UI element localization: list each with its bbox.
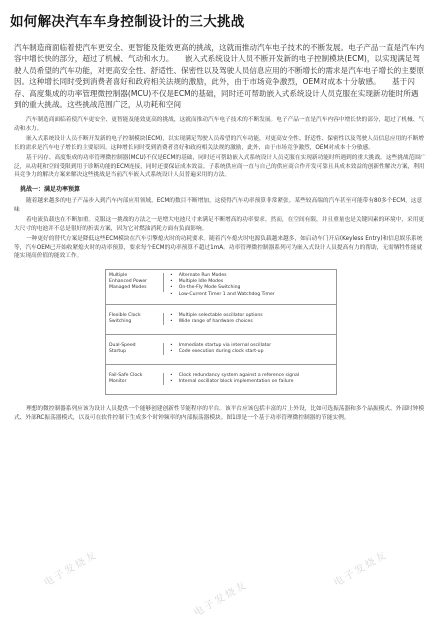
figure-row-features: • Multiple selectable oscillator options • Wide range of hardware choices (164, 313, 336, 325)
figure-row-features: • Clock redundancy system against a reference signal • Internal oscillator block implementation on failure (164, 373, 336, 385)
body-paragraph-5: 着电流负载也在不断加重。克服这一挑战的方法之一是增大电池尺寸来满足不断增高的功率要求。然而，在空间有限，并且重量也是关键因素的环境中，采用更大尺寸的电池并不总是很好的折衷方案，因为它对燃油消耗方面有负面影响。 (14, 217, 425, 232)
body-paragraph-3: 基于闪存、高度集成的功率管理微控制器(MCU)不仅是ECM的基础，同时还可帮助嵌入式系统设计人员克服在实现新功能时所遇到的重大挑战。这些挑战范围广泛，从功耗和空间受限到用于诊断功能的ECM连接，同时还要保证成本效益。子系统供应商一直与自己的供应商合作开发可靠且具成本效益的创新性解决方案，利用具竞争力的解决方案来解决这些挑战是当前汽车嵌入式系统设计人员普遍采用的方法。 (14, 155, 426, 179)
figure-row-features: • Immediate startup via internal oscillator • Code execution during clock start-up (164, 343, 336, 355)
closing-paragraph: 理想的微控制器系列应该为设计人员提供一个能够创建创新性节能程序的平台。该平台应该包括丰富的片上外设，比如可选振荡器和多个晶振模式、外部时钟模式、外部RC振荡器模式，以及可在软件控制下生成多个时钟频率的内部振荡器模块。图1即是一个基于功率管理微控制器的节能实例。 (14, 406, 425, 421)
body-paragraph-4: 随着越来越多的电子产品步入到汽车内部应用领域，ECM的数目不断增加，这使得汽车功率预算非常紧张。某些较高端的汽车甚至可能带有80多个ECM，这意味 (14, 198, 423, 213)
lead-paragraph: 汽车制造商面临着使汽车更安全、更智能及能效更高的挑战，这就而推动汽车电子技术的不断发展。电子产品一直是汽车内容中增长快的部分，超过了机械、气动和水力。 嵌入式系统设计人员不断开发新的电子控制模块(ECM)，以实现满足驾驶人员希望的汽车功能，对更高安全性、舒适性、保密性以及驾驶人员信息应用的不断增长的需求是汽车电子增长的主要原因。这种增长同时受到消费者喜好和政府相关法规的激励，此外，由于市场竞争激烈，OEM对成本十分敏感。 基于闪存、高度集成的功率管理微控制器(MCU)不仅是ECM的基础，同时还可帮助嵌入式系统设计人员克服在实现新功能时所遇到的重大挑战。这些挑战范围广泛，从功耗和空间 (14, 43, 425, 110)
figure-row (106, 364, 336, 395)
figure-row (106, 270, 336, 304)
figure-row (106, 304, 336, 335)
watermark: 电子发烧友 (42, 549, 100, 589)
figure-row (106, 334, 336, 365)
figure-row-label: Multiple Enhanced Power Managed Modes (106, 273, 164, 292)
section-heading: 挑战一：满足功率预算 (20, 186, 81, 193)
body-paragraph-6: 一种更好的替代方案是降低这些ECM模块在汽车引擎熄火时的功耗要求。随着汽车熄火时电源负载越来越多，如启动车门开启(Keyless Entry)和信息娱乐系统等，汽车OEM已开始收紧熄火时的功率预算，要求每个ECM的功率预算不超过1mA。功率管理微控制器系列可为嵌入式设计人员提高有力的帮助，无需牺牲性能就能实现高价值的能效工作。 (14, 236, 423, 260)
figure-row-label: Flexible Clock Switching (106, 313, 164, 325)
article-title: 如何解决汽车车身控制设计的三大挑战 (10, 14, 245, 30)
watermark: 电子发烧友 (192, 579, 250, 619)
figure-row-label: Fail-Safe Clock Monitor (106, 373, 164, 385)
body-paragraph-1: 汽车制造商面临着使汽车更安全、更智能及能效更高的挑战，这就而推动汽车电子技术的不断发展。电子产品一直是汽车内容中增长快的部分，超过了机械、气动和水力。 (14, 117, 425, 132)
figure-row-features: • Alternate Run Modes • Multiple Idle Modes • On-the-Fly Mode Switching • Low-Current Timer 1 and Watchdog Timer (164, 273, 336, 298)
body-paragraph-2: 嵌入式系统设计人员不断开发新的电子控制模块(ECM)，以实现满足驾驶人员希望的汽车功能，对更高安全性、舒适性、保密性以及驾驶人员信息应用的不断增长的需求是汽车电子增长的主要原因。这种增长同时受到消费者喜好和政府相关法规的激励，此外，由于市场竞争激烈，OEM对成本十分敏感。 (14, 136, 424, 151)
watermark: 电子发烧友 (332, 549, 390, 589)
power-management-table-figure (105, 269, 337, 395)
figure-row-label: Dual-Speed Startup (106, 343, 164, 355)
